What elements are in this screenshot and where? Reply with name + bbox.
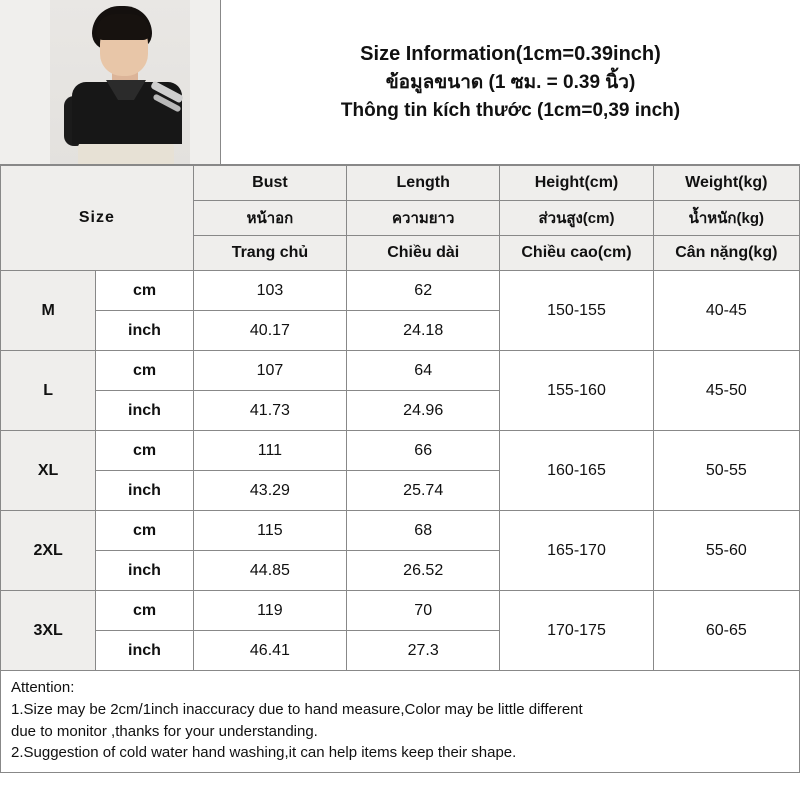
cell-height: 160-165: [500, 431, 653, 511]
cell-weight: 60-65: [653, 591, 799, 671]
product-photo: [0, 0, 220, 164]
cell-length-inch: 24.96: [347, 391, 500, 431]
product-photo-image: [0, 0, 220, 164]
cell-bust-inch: 40.17: [193, 311, 346, 351]
table-row: [1, 511, 800, 551]
attention-line-1: 1.Size may be 2cm/1inch inaccuracy due to hand measure,Color may be little different: [11, 700, 583, 718]
cell-bust-cm: 107: [193, 351, 346, 391]
row-size-label: 2XL: [1, 511, 96, 591]
cell-height: 155-160: [500, 351, 653, 431]
header-weight-th: น้ำหนัก(kg): [653, 201, 799, 236]
row-unit-inch: inch: [96, 311, 194, 351]
header-weight-vi: Cân nặng(kg): [653, 236, 799, 271]
cell-length-cm: 66: [347, 431, 500, 471]
row-unit-inch: inch: [96, 471, 194, 511]
row-unit-cm: cm: [96, 351, 194, 391]
header-bust-th: หน้าอก: [193, 201, 346, 236]
table-header-row-en: [1, 166, 800, 201]
cell-bust-cm: 115: [193, 511, 346, 551]
cell-length-cm: 64: [347, 351, 500, 391]
attention-line-2: due to monitor ,thanks for your understanding.: [11, 722, 318, 740]
header-height-en: Height(cm): [500, 166, 653, 201]
cell-bust-cm: 111: [193, 431, 346, 471]
header-height-vi: Chiều cao(cm): [500, 236, 653, 271]
header-length-th: ความยาว: [347, 201, 500, 236]
row-size-label: 3XL: [1, 591, 96, 671]
table-row: [1, 351, 800, 391]
cell-bust-inch: 44.85: [193, 551, 346, 591]
size-table: [0, 165, 800, 671]
header-weight-en: Weight(kg): [653, 166, 799, 201]
title-line-vietnamese: Thông tin kích thước (1cm=0,39 inch): [340, 100, 681, 121]
header: [0, 0, 800, 165]
table-row: [1, 271, 800, 311]
table-row: [1, 591, 800, 631]
cell-length-cm: 62: [347, 271, 500, 311]
attention-heading: Attention:: [11, 679, 75, 696]
cell-length-inch: 26.52: [347, 551, 500, 591]
cell-bust-cm: 103: [193, 271, 346, 311]
title-line-english: Size Information(1cm=0.39inch): [360, 42, 661, 65]
cell-length-cm: 70: [347, 591, 500, 631]
header-height-th: ส่วนสูง(cm): [500, 201, 653, 236]
header-size-label: Size: [1, 166, 194, 271]
cell-bust-inch: 46.41: [193, 631, 346, 671]
cell-bust-cm: 119: [193, 591, 346, 631]
attention-note: [0, 671, 800, 773]
cell-weight: 55-60: [653, 511, 799, 591]
row-size-label: XL: [1, 431, 96, 511]
cell-bust-inch: 43.29: [193, 471, 346, 511]
header-length-en: Length: [347, 166, 500, 201]
cell-length-inch: 24.18: [347, 311, 500, 351]
cell-length-cm: 68: [347, 511, 500, 551]
row-unit-inch: inch: [96, 551, 194, 591]
row-size-label: L: [1, 351, 96, 431]
table-row: [1, 431, 800, 471]
cell-length-inch: 25.74: [347, 471, 500, 511]
title-block: [220, 0, 800, 164]
cell-weight: 50-55: [653, 431, 799, 511]
row-unit-cm: cm: [96, 271, 194, 311]
cell-weight: 45-50: [653, 351, 799, 431]
cell-height: 165-170: [500, 511, 653, 591]
attention-line-3: 2.Suggestion of cold water hand washing,it can help items keep their shape.: [11, 744, 517, 762]
photo-fringe: [96, 14, 150, 40]
cell-height: 150-155: [500, 271, 653, 351]
header-bust-vi: Trang chủ: [193, 236, 346, 271]
row-unit-inch: inch: [96, 391, 194, 431]
cell-weight: 40-45: [653, 271, 799, 351]
row-size-label: M: [1, 271, 96, 351]
cell-bust-inch: 41.73: [193, 391, 346, 431]
row-unit-cm: cm: [96, 511, 194, 551]
row-unit-cm: cm: [96, 431, 194, 471]
title-line-thai: ข้อมูลขนาด (1 ซม. = 0.39 นิ้ว): [385, 71, 636, 93]
row-unit-cm: cm: [96, 591, 194, 631]
row-unit-inch: inch: [96, 631, 194, 671]
header-length-vi: Chiều dài: [347, 236, 500, 271]
cell-height: 170-175: [500, 591, 653, 671]
header-bust-en: Bust: [193, 166, 346, 201]
cell-length-inch: 27.3: [347, 631, 500, 671]
